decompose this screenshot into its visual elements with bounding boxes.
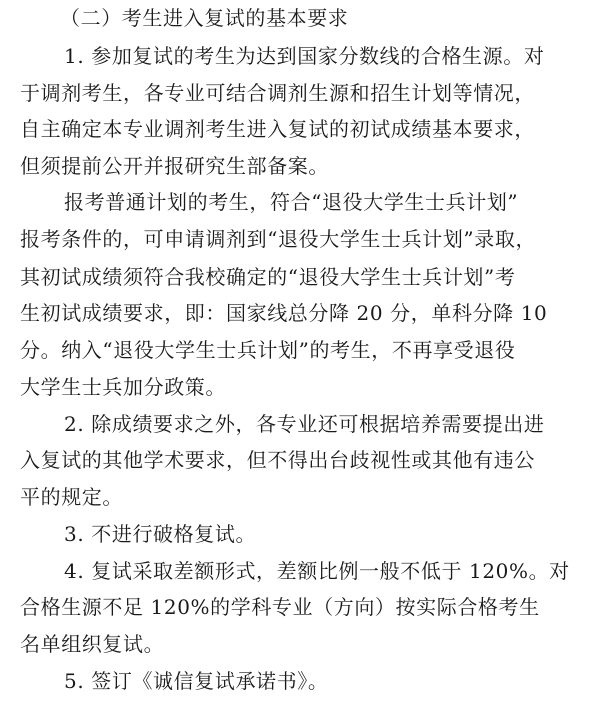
paragraph-line: 自主确定本专业调剂考生进入复试的初试成绩基本要求，: [20, 117, 535, 141]
paragraph-line: 4. 复试采取差额形式，差额比例一般不低于 120%。对: [64, 559, 570, 583]
paragraph-line: 2. 除成绩要求之外，各专业还可根据培养需要提出进: [64, 412, 545, 436]
paragraph-line: 生初试成绩要求，即：国家线总分降 20 分，单科分降 10: [20, 301, 548, 325]
paragraph-line: 5. 签订《诚信复试承诺书》。: [64, 669, 329, 693]
paragraph-line: 3. 不进行破格复试。: [64, 522, 257, 546]
paragraph-line: 合格生源不足 120%的学科专业（方向）按实际合格考生: [20, 595, 540, 619]
paragraph-line: 报考普通计划的考生，符合“退役大学生士兵计划”: [64, 190, 519, 214]
paragraph-line: 1. 参加复试的考生为达到国家分数线的合格生源。对: [64, 44, 545, 68]
paragraph-line: 名单组织复试。: [20, 632, 165, 656]
paragraph-line: 大学生士兵加分政策。: [20, 375, 226, 399]
paragraph-line: 于调剂考生，各专业可结合调剂生源和招生计划等情况，: [20, 81, 535, 105]
paragraph-line: 分。纳入“退役大学生士兵计划”的考生，不再享受退役: [20, 338, 516, 362]
paragraph-line: 报考条件的，可申请调剂到“退役大学生士兵计划”录取，: [20, 227, 537, 251]
paragraph-line: 入复试的其他学术要求，但不得出台歧视性或其他有违公: [20, 448, 535, 472]
paragraph-line: 平的规定。: [20, 485, 123, 509]
paragraph-line: 但须提前公开并报研究生部备案。: [20, 154, 329, 178]
section-heading: （二）考生进入复试的基本要求: [60, 6, 349, 30]
paragraph-line: 其初试成绩须符合我校确定的“退役大学生士兵计划”考: [20, 265, 516, 289]
